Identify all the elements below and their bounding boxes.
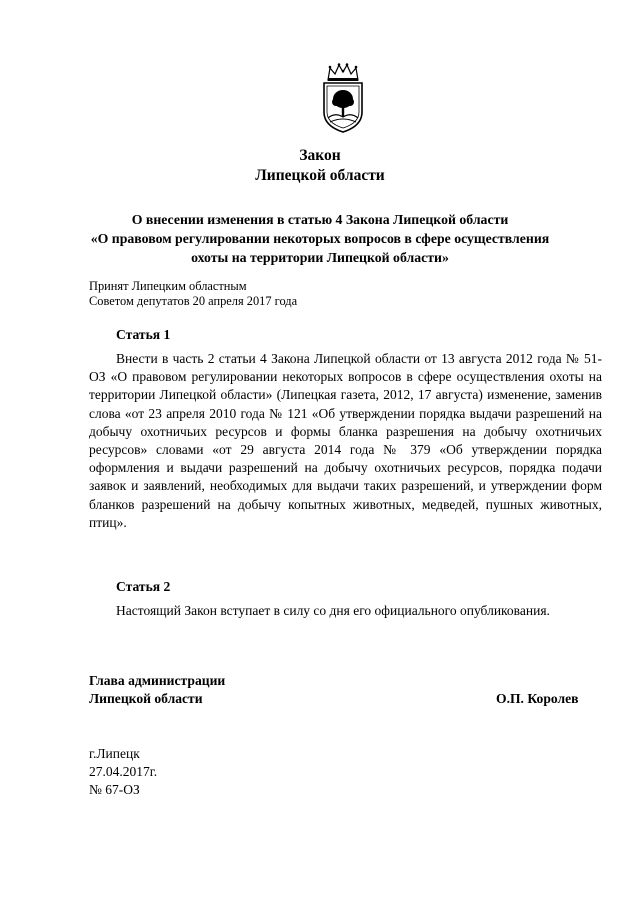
adoption-note-line-2: Советом депутатов 20 апреля 2017 года — [89, 294, 298, 308]
signatory-position — [89, 672, 225, 708]
law-subtitle — [0, 210, 640, 267]
article-2-heading: Статья 2 — [116, 579, 171, 594]
law-subtitle-line-2: «О правовом регулировании некоторых вопросов в сфере осуществления — [90, 231, 550, 246]
signatory-name: О.П. Королев — [496, 691, 579, 706]
article-2-text: Настоящий Закон вступает в силу со дня его официального опубликования. — [116, 603, 550, 618]
lipetsk-coat-of-arms-icon — [318, 62, 368, 134]
document-footer — [89, 745, 157, 799]
signatory-position-line-2: Липецкой области — [89, 691, 203, 706]
adoption-note — [89, 279, 297, 309]
article-1-heading: Статья 1 — [116, 327, 171, 342]
law-title — [0, 146, 640, 186]
article-1-text: Внести в часть 2 статьи 4 Закона Липецкой области от 13 августа 2012 года № 51-ОЗ «О правовом регулировании некоторых вопросов в сфере осуществления охоты на территории Липецкой области» (Липецкая газета, 2012, 17 августа) изменение, заменив слова «от 23 апреля 2010 года № 121 «Об утверждении порядка выдачи разрешений на добычу охотничьих ресурсов и формы бланка разрешения на добычу охотничьих ресурсов» словами «от 29 августа 2014 года № 379 «Об утверждении порядка оформления и выдачи разрешений на добычу охотничьих ресурсов, порядка подачи заявок и заявлений, необходимых для выдачи таких разрешений, и утверждении форм бланков разрешений на добычу копытных животных, медведей, пушных животных, птиц». — [89, 351, 602, 530]
signatory-position-line-1: Глава администрации — [89, 673, 226, 688]
law-subtitle-line-1: О внесении изменения в статью 4 Закона Липецкой области — [131, 212, 509, 227]
footer-date: 27.04.2017г. — [89, 764, 158, 779]
adoption-note-line-1: Принят Липецким областным — [89, 279, 247, 293]
footer-number: № 67-ОЗ — [89, 782, 140, 797]
footer-city: г.Липецк — [89, 746, 140, 761]
law-title-line: Закон — [299, 147, 341, 164]
law-subtitle-line-3: охоты на территории Липецкой области» — [191, 250, 449, 265]
law-title-region: Липецкой области — [255, 167, 385, 184]
